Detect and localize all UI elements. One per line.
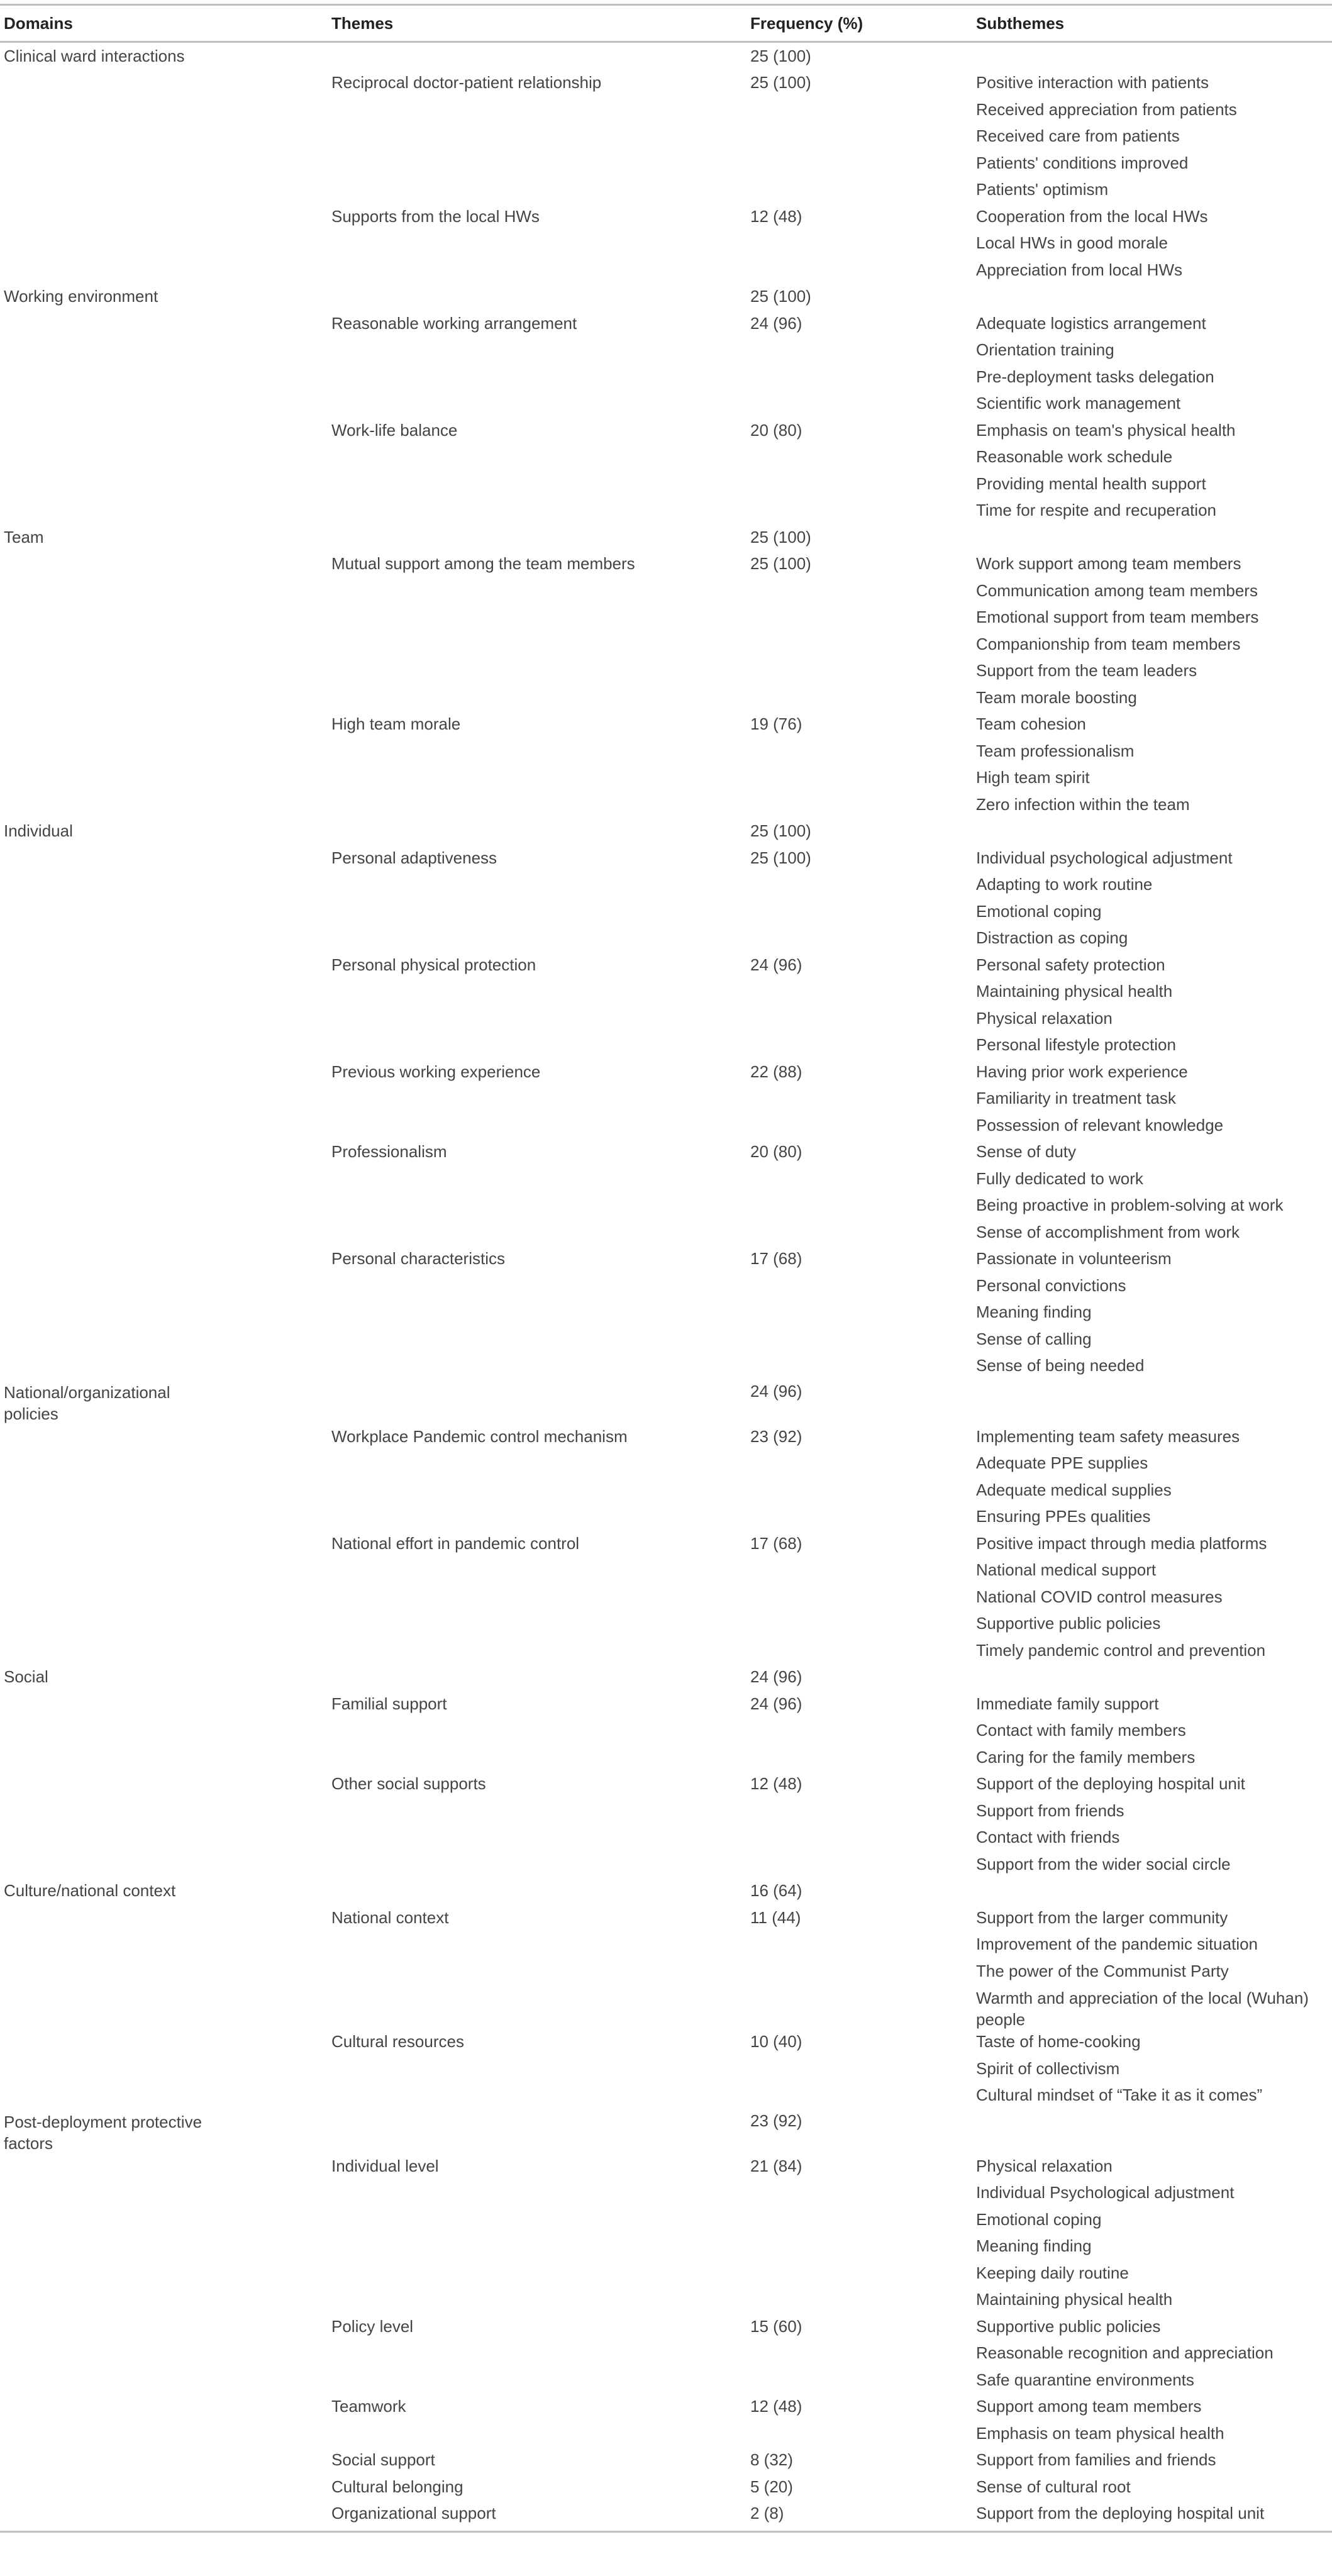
subtheme-cell: Support from friends [976,1801,1124,1820]
subtheme-cell: Adequate PPE supplies [976,1453,1148,1473]
table-row [0,1878,1332,1905]
subtheme-cell: Spirit of collectivism [976,2058,1120,2078]
frequency-cell: 17 (68) [750,1533,802,1553]
theme-cell: High team morale [331,714,461,734]
table-row [0,2473,1332,2501]
frequency-cell: 22 (88) [750,1062,802,1081]
table-row [0,1931,1332,1958]
header-subthemes: Subthemes [976,13,1065,33]
table-row [0,2233,1332,2260]
subtheme-cell: Emphasis on team's physical health [976,420,1236,440]
frequency-cell: 17 (68) [750,1249,802,1269]
table-row [0,1450,1332,1477]
frequency-cell: 25 (100) [750,821,811,841]
table-row [0,1219,1332,1246]
table-row [0,310,1332,337]
subtheme-cell: Zero infection within the team [976,794,1190,814]
table-row [0,631,1332,658]
frequency-cell: 8 (32) [750,2450,793,2470]
table-row [0,1851,1332,1878]
subtheme-cell: Sense of accomplishment from work [976,1222,1240,1241]
theme-cell: Supports from the local HWs [331,206,540,226]
theme-cell: Previous working experience [331,1062,541,1081]
subtheme-cell: Being proactive in problem-solving at work [976,1196,1284,1215]
subtheme-cell: Meaning finding [976,2236,1092,2256]
table-row [0,2447,1332,2474]
frequency-cell: 23 (92) [750,1426,802,1446]
frequency-cell: 24 (96) [750,1694,802,1713]
theme-cell: Professionalism [331,1142,447,1162]
table-row [0,711,1332,738]
table-row [0,1192,1332,1219]
table-row [0,2260,1332,2287]
frequency-cell: 23 (92) [750,2111,802,2130]
table-row [0,684,1332,711]
subtheme-cell: Personal lifestyle protection [976,1035,1176,1055]
table-row [0,70,1332,97]
subtheme-cell: Contact with family members [976,1721,1186,1740]
subtheme-cell: Providing mental health support [976,474,1206,493]
subtheme-cell: Adapting to work routine [976,875,1153,894]
table-row [0,952,1332,979]
subtheme-cell: Familiarity in treatment task [976,1089,1176,1108]
table-row [0,2153,1332,2180]
table-row [0,257,1332,284]
subtheme-cell: Individual psychological adjustment [976,848,1233,867]
theme-cell: Reasonable working arrangement [331,313,577,333]
table-row [0,577,1332,604]
table-row [0,1299,1332,1326]
frequency-cell: 5 (20) [750,2477,793,2496]
table-row [0,979,1332,1006]
subtheme-cell: Emotional coping [976,2209,1102,2229]
table-row [0,1637,1332,1664]
table-row [0,1557,1332,1584]
table-row [0,1718,1332,1745]
subtheme-cell: Meaning finding [976,1302,1092,1322]
frequency-cell: 10 (40) [750,2032,802,2051]
domain-cell: Culture/national context [4,1881,176,1901]
subtheme-cell: Orientation training [976,340,1114,360]
subtheme-cell: Passionate in volunteerism [976,1249,1172,1269]
table-row [0,96,1332,123]
theme-cell: Familial support [331,1694,447,1713]
subtheme-cell: Having prior work experience [976,1062,1188,1081]
theme-cell: National context [331,1907,449,1927]
subtheme-cell: Support from the deploying hospital unit [976,2504,1265,2523]
table-row [0,1797,1332,1824]
table-row [0,2029,1332,2056]
subtheme-cell: Time for respite and recuperation [976,501,1217,520]
frequency-cell: 25 (100) [750,46,811,65]
table-row [0,230,1332,257]
table-row [0,177,1332,204]
table-row [0,2055,1332,2082]
subtheme-cell: Personal convictions [976,1275,1126,1295]
frequency-cell: 25 (100) [750,287,811,306]
theme-cell: Reciprocal doctor-patient relationship [331,73,602,92]
subtheme-cell: Distraction as coping [976,928,1128,948]
table-row [0,2206,1332,2233]
table-row [0,1139,1332,1166]
theme-cell: Other social supports [331,1774,486,1794]
table-row [0,1771,1332,1798]
subtheme-cell: Sense of cultural root [976,2477,1131,2496]
theme-cell: Personal characteristics [331,1249,505,1269]
table-row [0,1272,1332,1299]
subtheme-cell: Support of the deploying hospital unit [976,1774,1245,1794]
table-row [0,1504,1332,1531]
frequency-cell: 12 (48) [750,206,802,226]
subtheme-cell: Reasonable recognition and appreciation [976,2343,1274,2363]
theme-cell: Social support [331,2450,435,2470]
table-row [0,337,1332,364]
table-row [0,818,1332,845]
domain-cell: Team [4,527,44,547]
table-row [0,444,1332,471]
table-row [0,1584,1332,1611]
theme-cell: Personal physical protection [331,955,536,974]
table-row [0,898,1332,925]
table-row [0,1530,1332,1557]
table-row [0,1744,1332,1771]
domain-cell: Social [4,1667,48,1687]
table-row [0,2082,1332,2109]
subtheme-cell: Positive impact through media platforms [976,1533,1267,1553]
frequency-cell: 20 (80) [750,1142,802,1162]
subtheme-cell: Team morale boosting [976,687,1137,707]
table-row [0,497,1332,525]
theme-cell: National effort in pandemic control [331,1533,580,1553]
subtheme-cell: Safe quarantine environments [976,2370,1194,2389]
subtheme-cell: Adequate logistics arrangement [976,313,1206,333]
frequency-cell: 19 (76) [750,714,802,734]
table-row [0,2501,1332,2528]
table-row [0,1112,1332,1139]
table-row [0,150,1332,177]
header-themes: Themes [331,13,394,33]
table-row [0,1904,1332,1931]
table-row [0,1477,1332,1504]
frequency-cell: 15 (60) [750,2316,802,2336]
table-row [0,1958,1332,1985]
subtheme-cell: Reasonable work schedule [976,447,1173,467]
subtheme-cell: Maintaining physical health [976,982,1173,1001]
table-row [0,2109,1332,2153]
subtheme-cell: Implementing team safety measures [976,1426,1240,1446]
table-row [0,551,1332,578]
subtheme-cell: Pre-deployment tasks delegation [976,367,1214,386]
subtheme-cell: Sense of calling [976,1329,1092,1348]
theme-cell: Mutual support among the team members [331,554,635,574]
subtheme-cell: Sense of duty [976,1142,1076,1162]
table-row [0,791,1332,818]
subtheme-cell: Cooperation from the local HWs [976,206,1208,226]
subtheme-cell: Immediate family support [976,1694,1159,1713]
theme-cell: Policy level [331,2316,414,2336]
subtheme-cell: Received appreciation from patients [976,99,1237,119]
table-row [0,1423,1332,1450]
table-row [0,1058,1332,1085]
subtheme-cell: Individual Psychological adjustment [976,2183,1235,2202]
subtheme-cell: Received care from patients [976,126,1180,146]
table-row [0,470,1332,497]
subtheme-cell: Supportive public policies [976,2316,1161,2336]
frequency-cell: 25 (100) [750,554,811,574]
frequency-cell: 25 (100) [750,848,811,867]
subtheme-cell: Contact with friends [976,1828,1120,1847]
frequency-cell: 21 (84) [750,2156,802,2175]
table-row [0,203,1332,230]
subtheme-cell: Communication among team members [976,580,1258,600]
subtheme-cell: Support from families and friends [976,2450,1216,2470]
subtheme-cell: Caring for the family members [976,1747,1196,1767]
table-row [0,2180,1332,2207]
subtheme-cell: Companionship from team members [976,634,1241,653]
theme-cell: Personal adaptiveness [331,848,497,867]
theme-cell: Workplace Pandemic control mechanism [331,1426,628,1446]
subtheme-cell: Sense of being needed [976,1356,1145,1375]
subtheme-cell: Physical relaxation [976,1008,1113,1028]
table-row [0,1690,1332,1718]
table-row [0,2394,1332,2421]
table-row [0,2420,1332,2447]
frequency-cell: 25 (100) [750,527,811,547]
header-frequency: Frequency (%) [750,13,863,33]
subtheme-cell: Team cohesion [976,714,1086,734]
domain-cell: National/organizational policies [4,1383,170,1423]
frequency-cell: 24 (96) [750,1667,802,1687]
subtheme-cell: Timely pandemic control and prevention [976,1640,1266,1660]
subtheme-cell: Appreciation from local HWs [976,260,1182,279]
subtheme-cell: Improvement of the pandemic situation [976,1935,1258,1954]
subtheme-cell: Ensuring PPEs qualities [976,1507,1151,1526]
table-row [0,284,1332,311]
theme-cell: Cultural belonging [331,2477,463,2496]
table-row [0,845,1332,872]
theme-cell: Teamwork [331,2397,406,2416]
subtheme-cell: Personal safety protection [976,955,1165,974]
theme-cell: Work-life balance [331,420,458,440]
table-row [0,43,1332,70]
table-row [0,1985,1332,2029]
subtheme-cell: Patients' conditions improved [976,153,1189,172]
subtheme-cell: National medical support [976,1560,1157,1580]
table-row [0,1246,1332,1273]
frequency-cell: 2 (8) [750,2504,784,2523]
table-row [0,1824,1332,1852]
subtheme-cell: Scientific work management [976,394,1181,413]
table-row [0,1326,1332,1353]
subtheme-cell: Positive interaction with patients [976,73,1209,92]
table-row [0,604,1332,631]
subtheme-cell: Taste of home-cooking [976,2032,1141,2051]
subtheme-cell: Support among team members [976,2397,1202,2416]
subtheme-cell: Team professionalism [976,741,1135,760]
frequency-cell: 16 (64) [750,1881,802,1901]
frequency-cell: 12 (48) [750,1774,802,1794]
table-row [0,123,1332,150]
table-row [0,765,1332,792]
table-row [0,1379,1332,1423]
subtheme-cell: Patients' optimism [976,180,1109,199]
subtheme-cell: The power of the Communist Party [976,1961,1229,1980]
table-body [0,43,1332,2527]
subtheme-cell: Fully dedicated to work [976,1169,1143,1188]
frequency-cell: 24 (96) [750,955,802,974]
table-row [0,1085,1332,1113]
table-header-row [0,6,1332,41]
subtheme-cell: Adequate medical supplies [976,1480,1172,1499]
domain-cell: Post-deployment protective factors [4,2112,203,2153]
table-row [0,1005,1332,1032]
subtheme-cell: Support from the wider social circle [976,1854,1231,1874]
subtheme-cell: Keeping daily routine [976,2263,1129,2282]
frequency-cell: 20 (80) [750,420,802,440]
table-row [0,1353,1332,1380]
subtheme-cell: Supportive public policies [976,1614,1161,1633]
table-row [0,1165,1332,1192]
table-row [0,2340,1332,2367]
subtheme-cell: National COVID control measures [976,1587,1223,1606]
table-row [0,2313,1332,2340]
frequency-cell: 24 (96) [750,313,802,333]
table-row [0,1664,1332,1691]
subtheme-cell: High team spirit [976,768,1090,787]
table-row [0,658,1332,685]
subtheme-cell: Possession of relevant knowledge [976,1115,1224,1135]
subtheme-cell: Emotional coping [976,901,1102,921]
subtheme-cell: Maintaining physical health [976,2290,1173,2309]
table-row [0,872,1332,899]
header-domains: Domains [4,13,73,33]
theme-cell: Organizational support [331,2504,496,2523]
frequency-cell: 12 (48) [750,2397,802,2416]
subtheme-cell: Local HWs in good morale [976,233,1168,253]
domain-cell: Clinical ward interactions [4,46,185,65]
domain-cell: Working environment [4,287,158,306]
table-row [0,1611,1332,1638]
subtheme-cell: Physical relaxation [976,2156,1113,2175]
table-row [0,524,1332,551]
domain-cell: Individual [4,821,73,841]
table-row [0,417,1332,444]
subtheme-cell: Emphasis on team physical health [976,2423,1224,2443]
table-row [0,1032,1332,1059]
table-row [0,391,1332,418]
table-row [0,738,1332,765]
subtheme-cell: Work support among team members [976,554,1241,574]
theme-cell: Individual level [331,2156,439,2175]
subtheme-cell: Warmth and appreciation of the local (Wuhan) people [976,1988,1309,2029]
frequency-cell: 25 (100) [750,73,811,92]
subtheme-cell: Emotional support from team members [976,608,1259,627]
table-bottom-rule [0,2531,1332,2533]
theme-cell: Cultural resources [331,2032,464,2051]
subtheme-cell: Cultural mindset of “Take it as it comes” [976,2085,1263,2105]
table-row [0,2287,1332,2314]
frequency-cell: 11 (44) [750,1907,801,1927]
table-row [0,925,1332,952]
table-row [0,364,1332,391]
subtheme-cell: Support from the larger community [976,1907,1228,1927]
frequency-cell: 24 (96) [750,1382,802,1401]
table-row [0,2367,1332,2394]
subtheme-cell: Support from the team leaders [976,661,1197,680]
